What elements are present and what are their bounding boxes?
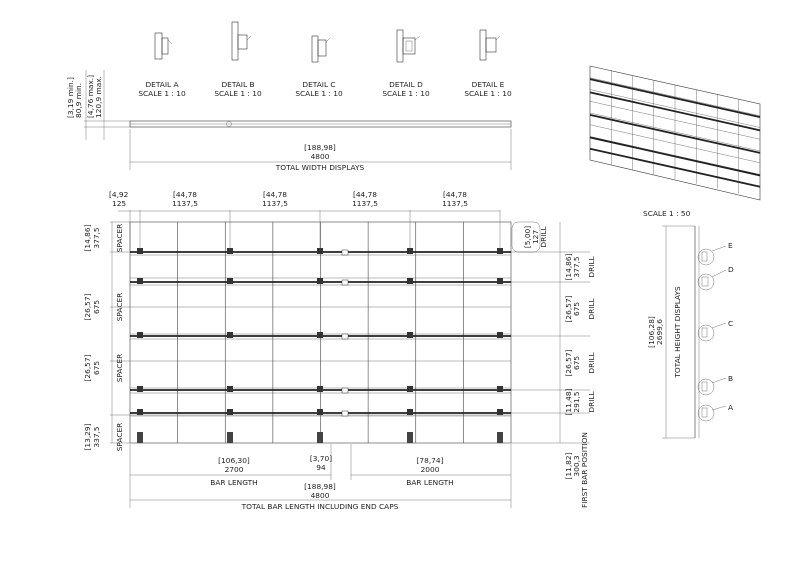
right-dim-1-label: DRILL (587, 256, 596, 278)
left-dim-1-label: SPACER (115, 292, 124, 322)
left-dim-0-mm: 377,5 (92, 227, 101, 249)
top-dim-4-mm: 1137,5 (442, 199, 468, 208)
detail-b-scale: SCALE 1 : 10 (214, 89, 262, 98)
bar-bracket (407, 386, 413, 392)
bar-splice (342, 334, 348, 339)
detail-c (295, 36, 343, 98)
top-view-rail (84, 121, 511, 127)
right-dim-3-inch: [26,57] (564, 349, 573, 377)
detail-a (138, 33, 186, 98)
right-dim-0-label: DRILL (539, 226, 548, 248)
right-dim-5-mm: 300,3 (572, 455, 581, 477)
left-dim-2-inch: [26,57] (83, 354, 92, 382)
callout-c (698, 319, 733, 341)
bar-bracket (497, 332, 503, 338)
top-view-depth-dims (66, 70, 104, 140)
left-dim-0-inch: [14,86] (83, 224, 92, 252)
detail-a-label: DETAIL A (145, 80, 179, 89)
top-dimensions (109, 190, 500, 250)
callout-b (698, 374, 733, 395)
bar-bracket (407, 332, 413, 338)
right-dim-2-label: DRILL (587, 298, 596, 320)
detail-c-figure (312, 36, 330, 62)
top-dim-4-inch: [44,78 (442, 190, 468, 199)
bar-bracket (497, 278, 503, 284)
top-view (66, 70, 511, 172)
top-dim-2-mm: 1137,5 (262, 199, 288, 208)
top-dim-1-mm: 1137,5 (172, 199, 198, 208)
bar-splice (342, 411, 348, 416)
bar-2-length-label: BAR LENGTH (406, 478, 454, 487)
left-dim-0-label: SPACER (115, 223, 124, 253)
depth-min-inch: [3,19 min.] (66, 77, 75, 118)
total-width-label: TOTAL WIDTH DISPLAYS (275, 163, 365, 172)
detail-d-figure (397, 30, 420, 62)
bar-bracket (317, 278, 323, 284)
detail-e-figure (480, 30, 500, 60)
bar-bracket (407, 409, 413, 415)
callout-a (698, 403, 733, 421)
detail-e-scale: SCALE 1 : 10 (464, 89, 512, 98)
detail-c-scale: SCALE 1 : 10 (295, 89, 343, 98)
top-dim-1-inch: [44,78 (172, 190, 198, 199)
callout-e-label: E (728, 241, 733, 250)
detail-views (138, 22, 512, 98)
detail-d-label: DETAIL D (389, 80, 423, 89)
total-height-mm: 2699,6 (655, 319, 664, 345)
callout-a-label: A (728, 403, 734, 412)
right-dim-0-mm: 127 (531, 229, 540, 245)
wall-bracket-foot (497, 432, 503, 443)
bar-bracket (137, 332, 143, 338)
callout-e (698, 241, 733, 265)
bar-bracket (317, 386, 323, 392)
gap-mm: 94 (316, 463, 326, 472)
right-dim-1-mm: 377,5 (572, 256, 581, 278)
bar-bracket (227, 278, 233, 284)
top-dim-0-mm: 125 (112, 199, 127, 208)
left-dim-1-inch: [26,57] (83, 293, 92, 321)
callout-c-label: C (728, 319, 734, 328)
isometric-view (590, 66, 760, 200)
bar-bracket (407, 278, 413, 284)
side-view (643, 209, 734, 438)
right-dim-2-mm: 675 (572, 301, 581, 317)
left-dim-1-mm: 675 (92, 299, 101, 315)
depth-max-mm: 120,9 max. (94, 76, 103, 118)
bar-1-length-mm: 2700 (224, 465, 244, 474)
left-dim-3-inch: [13,29] (83, 423, 92, 451)
top-dim-3-inch: [44,78 (352, 190, 378, 199)
total-bar-length-mm: 4800 (310, 491, 330, 500)
left-dim-2-mm: 675 (92, 360, 101, 376)
bar-splice (342, 250, 348, 255)
bar-2-length-inch: [78,74] (416, 456, 444, 465)
left-dim-3-mm: 337,5 (92, 426, 101, 448)
right-dim-3-label: DRILL (587, 352, 596, 374)
side-view-scale: SCALE 1 : 50 (643, 209, 691, 218)
bar-bracket (317, 409, 323, 415)
front-view (83, 190, 596, 511)
callout-d (698, 265, 734, 290)
right-dim-4-mm: 291,5 (572, 391, 581, 413)
bar-bracket (227, 409, 233, 415)
callout-b-label: B (728, 374, 734, 383)
bar-bracket (137, 278, 143, 284)
bar-splice (342, 280, 348, 285)
bar-2-length-mm: 2000 (420, 465, 440, 474)
top-dim-2-inch: [44,78 (262, 190, 288, 199)
detail-a-scale: SCALE 1 : 10 (138, 89, 186, 98)
right-dim-5-inch: [11,82] (564, 452, 573, 480)
left-dimensions (83, 222, 130, 451)
wall-brackets (137, 432, 503, 443)
wall-bracket-foot (317, 432, 323, 443)
right-dim-2-inch: [26,57] (564, 295, 573, 323)
total-width-inch: [188,98] (304, 143, 336, 152)
total-height-inch: [106,28] (647, 316, 656, 348)
bar-bracket (497, 409, 503, 415)
detail-d (382, 30, 430, 98)
bar-1-length-inch: [106,30] (218, 456, 250, 465)
detail-e (464, 30, 512, 98)
detail-b (214, 22, 262, 98)
depth-min-mm: 80,9 min. (74, 82, 83, 118)
total-bar-length-label: TOTAL BAR LENGTH INCLUDING END CAPS (241, 502, 399, 511)
top-dim-0-inch: [4,92 (109, 190, 129, 199)
bar-bracket (227, 332, 233, 338)
right-dim-1-inch: [14,86] (564, 253, 573, 281)
bar-bracket (227, 386, 233, 392)
wall-bracket-foot (137, 432, 143, 443)
wall-bracket-foot (227, 432, 233, 443)
detail-b-label: DETAIL B (221, 80, 255, 89)
right-dim-5-label: FIRST BAR POSITION (580, 432, 589, 508)
detail-b-figure (232, 22, 251, 60)
bar-bracket (497, 386, 503, 392)
wall-bracket-foot (407, 432, 413, 443)
right-dim-4-inch: [11,48] (564, 388, 573, 416)
bar-bracket (137, 386, 143, 392)
right-dim-4-label: DRILL (587, 391, 596, 413)
top-dim-3-mm: 1137,5 (352, 199, 378, 208)
left-dim-2-label: SPACER (115, 353, 124, 383)
isometric-grid (590, 71, 760, 194)
bar-bracket (137, 409, 143, 415)
detail-a-figure (155, 33, 172, 59)
detail-e-label: DETAIL E (471, 80, 505, 89)
depth-max-inch: [4,76 max.] (86, 74, 95, 118)
bottom-dimensions (130, 444, 511, 511)
top-view-width-dim (130, 129, 511, 172)
right-dim-3-mm: 675 (572, 355, 581, 371)
callout-d-label: D (728, 265, 734, 274)
gap-inch: [3,70] (309, 454, 333, 463)
detail-d-scale: SCALE 1 : 10 (382, 89, 430, 98)
total-height-label: TOTAL HEIGHT DISPLAYS (673, 286, 682, 378)
bar-splice (342, 388, 348, 393)
right-dimensions (511, 222, 596, 508)
total-bar-length-inch: [188,98] (304, 482, 336, 491)
detail-c-label: DETAIL C (302, 80, 336, 89)
bar-bracket (317, 332, 323, 338)
bar-1-length-label: BAR LENGTH (210, 478, 258, 487)
total-width-mm: 4800 (310, 152, 330, 161)
left-dim-3-label: SPACER (115, 422, 124, 452)
right-dim-0-inch: [5,00] (523, 225, 532, 249)
